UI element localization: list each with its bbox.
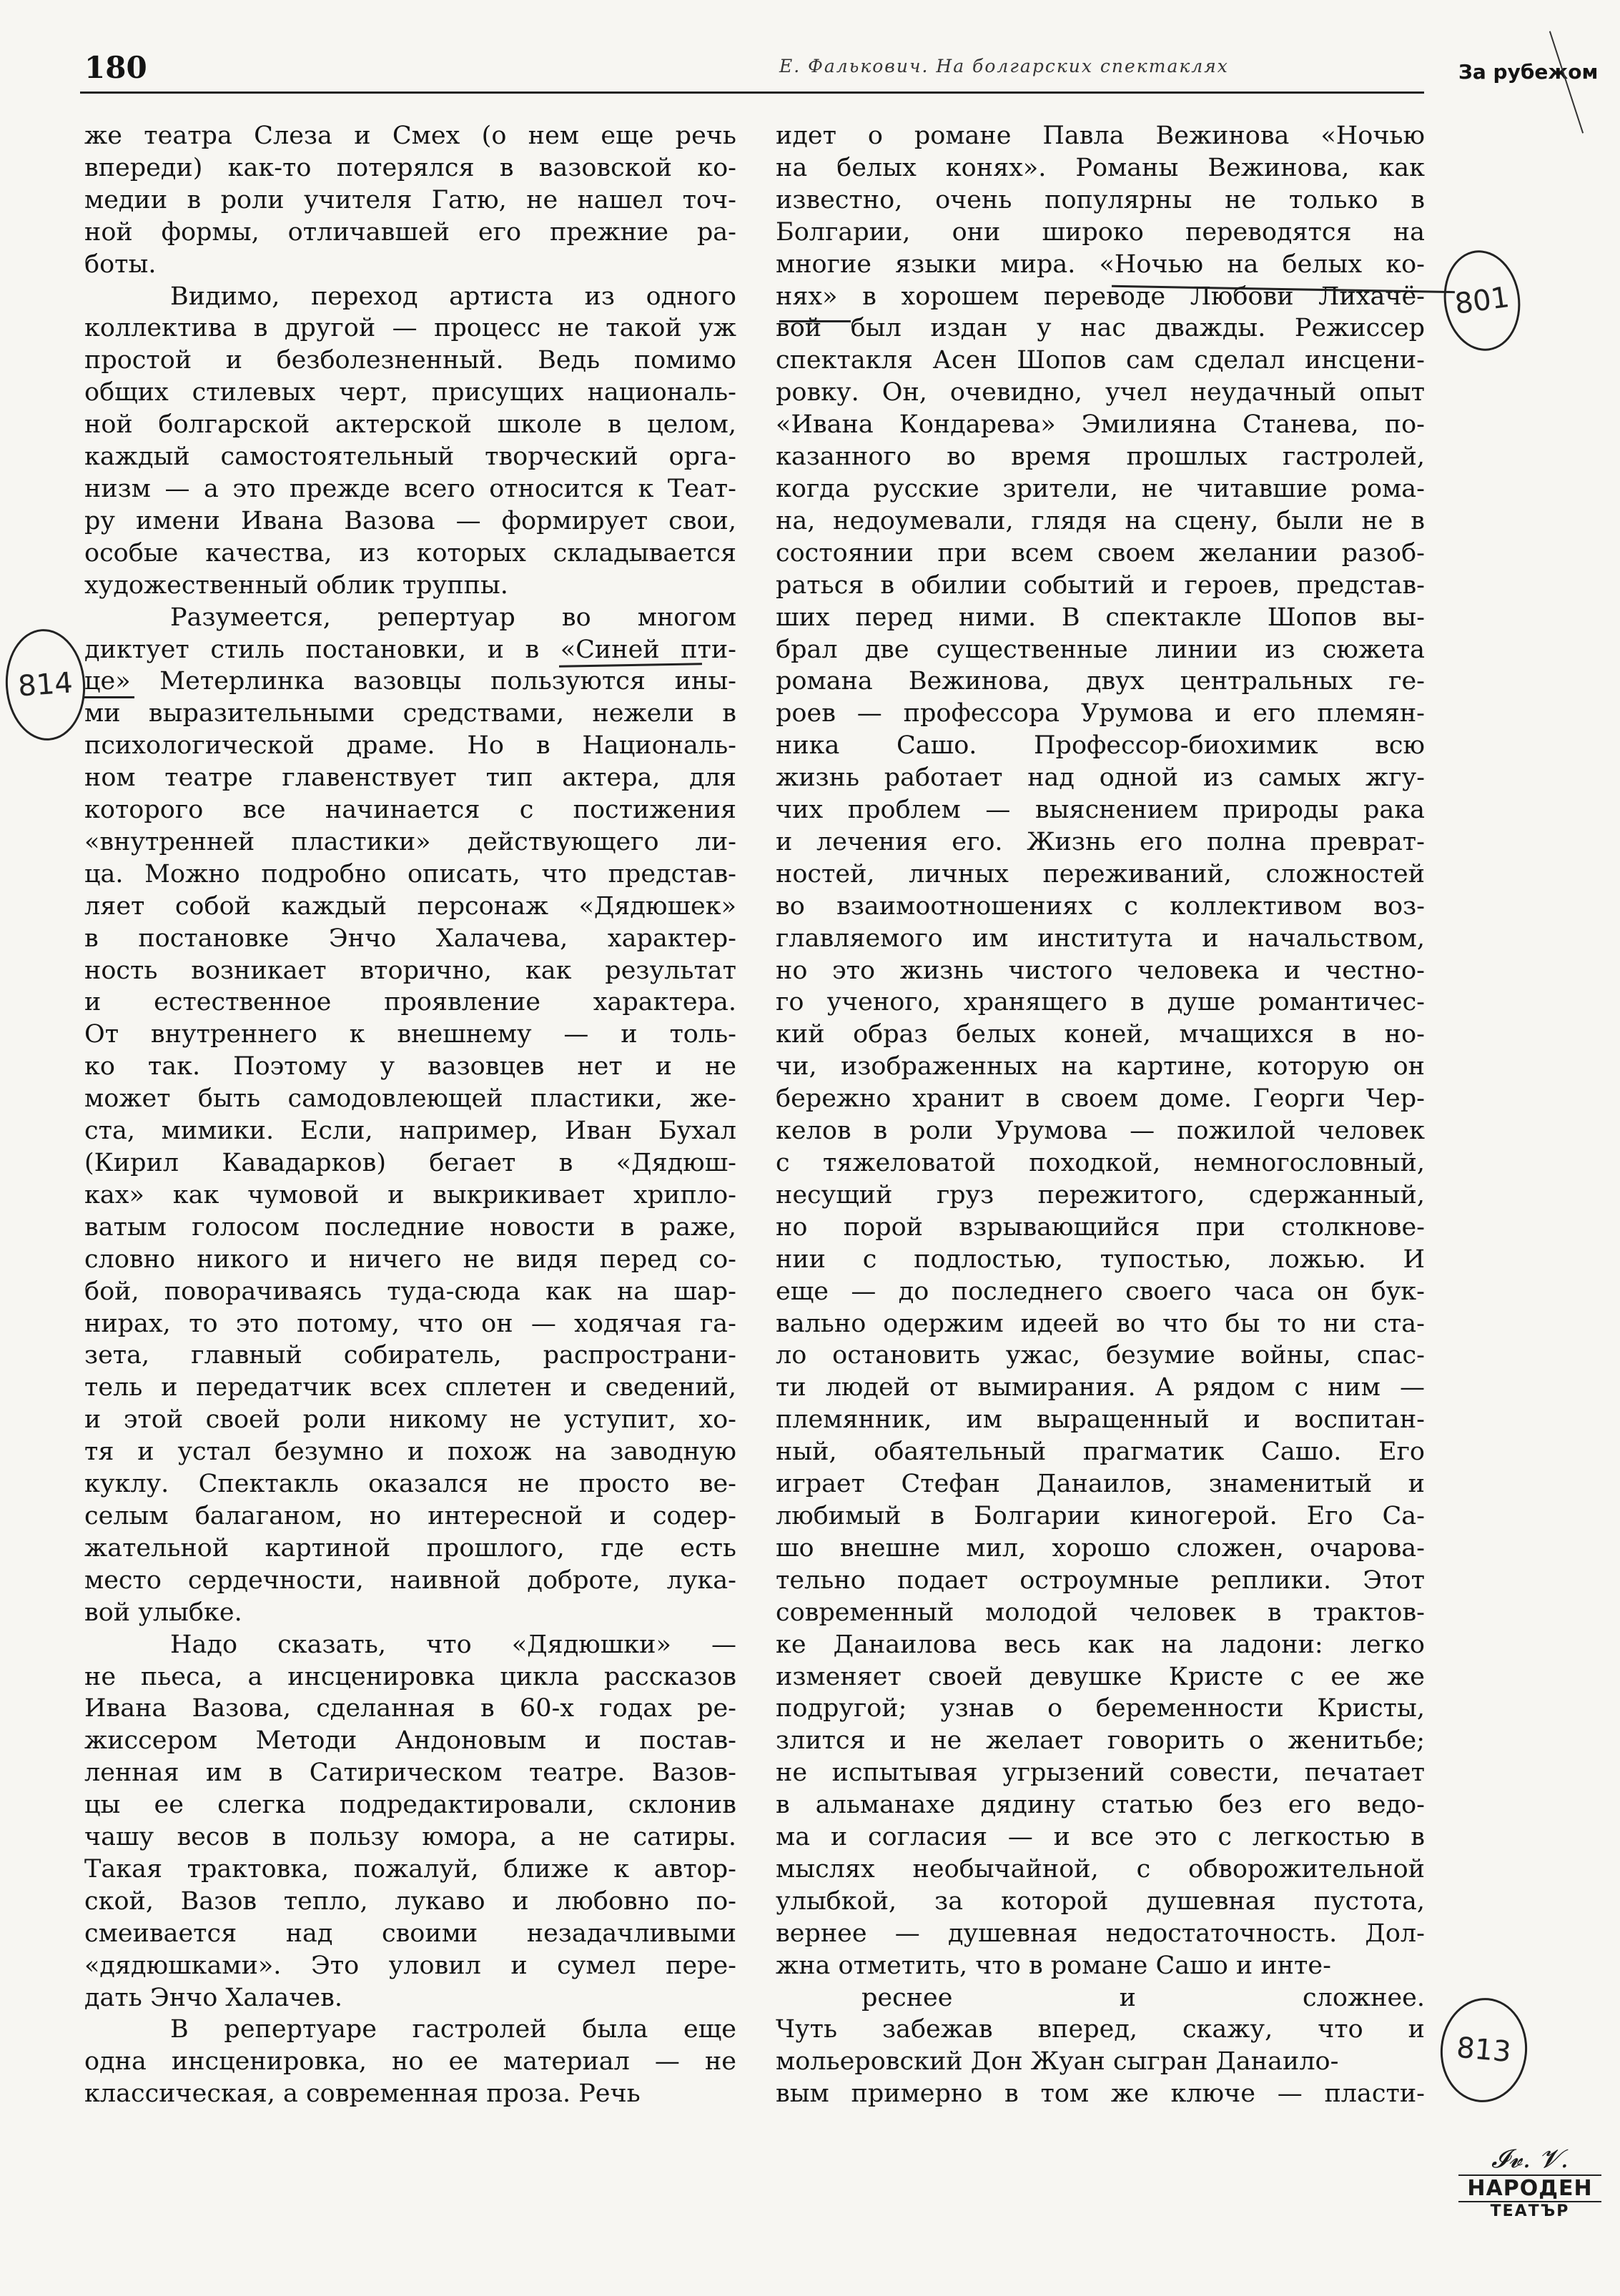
text-line: улыбкой, за которой душевная пустота, bbox=[776, 1886, 1425, 1916]
theatre-stamp-logo bbox=[1458, 2144, 1601, 2252]
text-line: романа Вежинова, двух центральных ге- bbox=[776, 667, 1425, 696]
text-line: жательной картиной прошлого, где есть bbox=[84, 1533, 736, 1563]
text-line: тельно подает остроумные реплики. Этот bbox=[776, 1565, 1425, 1595]
text-line: бой, поворачиваясь туда-сюда как на шар- bbox=[84, 1277, 736, 1306]
text-line: ма и согласия — и все это с легкостью в bbox=[776, 1823, 1425, 1852]
text-line: особые качества, из которых складывается bbox=[84, 538, 736, 568]
text-line: шо внешне мил, хорошо сложен, очарова- bbox=[776, 1533, 1425, 1563]
text-line: главляемого им института и начальством, bbox=[776, 924, 1425, 953]
text-line: «Ивана Кондарева» Эмилияна Станева, по- bbox=[776, 410, 1425, 440]
text-line: чих проблем — выяснением природы рака bbox=[776, 796, 1425, 825]
text-line: вым примерно в том же ключе — пласти- bbox=[776, 2079, 1425, 2109]
text-line: цы ее слегка подредактировали, склонив bbox=[84, 1791, 736, 1820]
text-line: жна отметить, что в романе Сашо и инте- bbox=[776, 1951, 1331, 1980]
text-line: простой и безболезненный. Ведь помимо bbox=[84, 346, 736, 375]
text-line: Видимо, переход артиста из одного bbox=[170, 282, 736, 311]
text-line: которого все начинается с постижения bbox=[84, 796, 736, 825]
text-line: впереди) как-то потерялся в вазовской ко- bbox=[84, 153, 736, 182]
handwritten-underline bbox=[84, 696, 134, 698]
text-line: изменяет своей девушке Кристе с ее же bbox=[776, 1662, 1425, 1691]
text-line: ми выразительными средствами, нежели в bbox=[84, 699, 736, 728]
text-line: ках» как чумовой и выкрикивает хрипло- bbox=[84, 1180, 736, 1209]
text-line: вально одержим идеей во что бы то ни ста- bbox=[776, 1309, 1425, 1338]
text-line: несущий груз пережитого, сдержанный, bbox=[776, 1180, 1425, 1209]
text-line: казанного во время прошлых гастролей, bbox=[776, 442, 1425, 472]
text-line: злится и не желает говорить о женитьбе; bbox=[776, 1726, 1425, 1756]
text-line: вернее — душевная недостаточность. Дол- bbox=[776, 1919, 1425, 1948]
text-line: общих стилевых черт, присущих националь- bbox=[84, 378, 736, 407]
text-line: брал две существенные линии из сюжета bbox=[776, 635, 1425, 664]
text-line: не испытывая угрызений совести, печатает bbox=[776, 1758, 1425, 1788]
handwritten-note-814 bbox=[6, 629, 85, 741]
text-line: и естественное проявление характера. bbox=[84, 988, 736, 1017]
text-line: ной болгарской актерской школе в целом, bbox=[84, 410, 736, 440]
text-line: место сердечности, наивной доброте, лука- bbox=[84, 1565, 736, 1595]
text-line: ляет собой каждый персонаж «Дядюшек» bbox=[84, 891, 736, 921]
right-column bbox=[776, 120, 1425, 2110]
text-line: и этой своей роли никому не уступит, хо- bbox=[84, 1405, 736, 1435]
handwritten-note-813 bbox=[1441, 1998, 1527, 2102]
text-line: ти людей от вымирания. А рядом с ним — bbox=[776, 1373, 1425, 1402]
text-line: словно никого и ничего не видя перед со- bbox=[84, 1245, 736, 1274]
text-line: ской, Вазов тепло, лукаво и любовно по- bbox=[84, 1886, 736, 1916]
text-line: «дядюшками». Это уловил и сумел пере- bbox=[84, 1951, 736, 1980]
text-line: ровку. Он, очевидно, учел неудачный опыт bbox=[776, 378, 1425, 407]
text-line: бережно хранит в своем доме. Георги Чер- bbox=[776, 1084, 1425, 1114]
text-line: ца. Можно подробно описать, что представ- bbox=[84, 859, 736, 889]
text-line: же театра Слеза и Смех (о нем еще речь bbox=[84, 122, 736, 150]
text-line: ный, обаятельный прагматик Сашо. Его bbox=[776, 1438, 1425, 1467]
text-line: ко так. Поэтому у вазовцев нет и не bbox=[84, 1052, 736, 1082]
text-line: Такая трактовка, пожалуй, ближе к автор- bbox=[84, 1854, 736, 1884]
text-line: в альманахе дядину статью без его ведо- bbox=[776, 1791, 1425, 1820]
note-text: 814 bbox=[16, 666, 74, 703]
text-line: жиссером Методи Андоновым и постав- bbox=[84, 1726, 736, 1756]
text-line: тя и устал безумно и похож на заводную bbox=[84, 1438, 736, 1467]
text-line: В репертуаре гастролей была еще bbox=[170, 2015, 736, 2044]
text-line: тель и передатчик всех сплетен и сведений, bbox=[84, 1373, 736, 1402]
stamp-line-1: НАРОДЕН bbox=[1458, 2174, 1601, 2202]
note-text: 801 bbox=[1452, 280, 1512, 321]
text-line: вой улыбке. bbox=[84, 1598, 242, 1627]
text-line: художественный облик труппы. bbox=[84, 570, 508, 600]
text-line: ной формы, отличавшей его прежние ра- bbox=[84, 217, 736, 247]
text-line: на, недоумевали, глядя на сцену, были не в bbox=[776, 506, 1425, 535]
text-line: еще — до последнего своего часа он бук- bbox=[776, 1277, 1425, 1306]
text-line: селым балаганом, но интересной и содер- bbox=[84, 1501, 736, 1530]
stamp-line-2: ТЕАТЪР bbox=[1490, 2202, 1570, 2220]
text-line: От внутреннего к внешнему — и толь- bbox=[84, 1020, 736, 1049]
text-line: когда русские зрители, не читавшие рома- bbox=[776, 474, 1425, 503]
text-line: низм — а это прежде всего относится к Теат- bbox=[84, 474, 736, 503]
text-line: ших перед ними. В спектакле Шопов вы- bbox=[776, 603, 1425, 632]
text-line: и лечения его. Жизнь его полна преврат- bbox=[776, 827, 1425, 856]
text-line: келов в роли Урумова — пожилой человек bbox=[776, 1117, 1425, 1146]
text-line: ность возникает вторично, как результат bbox=[84, 956, 736, 985]
text-line: каждый самостоятельный творческий орга- bbox=[84, 442, 736, 472]
text-line: це» Метерлинка вазовцы пользуются ины- bbox=[84, 667, 736, 696]
text-line: идет о романе Павла Вежинова «Ночью bbox=[776, 122, 1425, 150]
text-line: играет Стефан Данаилов, знаменитый и bbox=[776, 1470, 1425, 1499]
note-text: 813 bbox=[1455, 2031, 1513, 2069]
text-line: Чуть забежав вперед, скажу, что и bbox=[776, 2015, 1425, 2044]
text-line: жизнь работает над одной из самых жгу- bbox=[776, 763, 1425, 793]
text-line: психологической драме. Но в Националь- bbox=[84, 731, 736, 761]
text-line: ке Данаилова весь как на ладони: легко bbox=[776, 1630, 1425, 1659]
text-line: чашу весов в пользу юмора, а не сатиры. bbox=[84, 1823, 736, 1852]
text-line: роев — профессора Урумова и его племян- bbox=[776, 699, 1425, 728]
text-line: кий образ белых коней, мчащихся в но- bbox=[776, 1020, 1425, 1049]
text-line: известно, очень популярны не только в bbox=[776, 185, 1425, 214]
text-line: зета, главный собиратель, распространи- bbox=[84, 1341, 736, 1370]
text-line: в постановке Энчо Халачева, характер- bbox=[84, 924, 736, 953]
text-line: боты. bbox=[84, 249, 157, 279]
text-line: чи, изображенных на картине, которую он bbox=[776, 1052, 1425, 1082]
text-line: диктует стиль постановки, и в «Синей пти- bbox=[84, 635, 736, 664]
text-line: но это жизнь чистого человека и честно- bbox=[776, 956, 1425, 985]
stamp-signature: 𝓘𝓿. 𝓥. bbox=[1491, 2144, 1569, 2174]
text-line: не пьеса, а инсценировка цикла рассказов bbox=[84, 1662, 736, 1691]
left-column bbox=[84, 120, 736, 2110]
text-line: Ивана Вазова, сделанная в 60-х годах ре- bbox=[84, 1694, 736, 1723]
text-line: но порой взрывающийся при столкнове- bbox=[776, 1212, 1425, 1242]
text-line: многие языки мира. «Ночью на белых ко- bbox=[776, 249, 1425, 279]
text-line: может быть самодовлеющей пластики, же- bbox=[84, 1084, 736, 1114]
text-line: «внутренней пластики» действующего ли- bbox=[84, 827, 736, 856]
text-line: ватым голосом последние новости в раже, bbox=[84, 1212, 736, 1242]
page-header bbox=[0, 0, 1620, 114]
text-line: нии с подлостью, тупостью, ложью. И bbox=[776, 1245, 1425, 1274]
text-line: ном театре главенствует тип актера, для bbox=[84, 763, 736, 793]
text-line: медии в роли учителя Гатю, не нашел точ- bbox=[84, 185, 736, 214]
text-line: мольеровский Дон Жуан сыгран Данаило- bbox=[776, 2047, 1339, 2077]
text-line: коллектива в другой — процесс не такой уж bbox=[84, 314, 736, 343]
text-line: подругой; узнав о беременности Кристы, bbox=[776, 1694, 1425, 1723]
text-line: во взаимоотношениях с коллективом воз- bbox=[776, 891, 1425, 921]
text-line: ленная им в Сатирическом театре. Вазов- bbox=[84, 1758, 736, 1788]
text-line: го ученого, хранящего в душе романтичес- bbox=[776, 988, 1425, 1017]
text-line: состоянии при всем своем желании разоб- bbox=[776, 538, 1425, 568]
text-line: реснее и сложнее. bbox=[861, 1983, 1425, 2012]
text-line: на белых конях». Романы Вежинова, как bbox=[776, 153, 1425, 182]
text-line: нирах, то это потому, что он — ходячая га- bbox=[84, 1309, 736, 1338]
handwritten-note-801 bbox=[1444, 250, 1520, 351]
text-line: классическая, а современная проза. Речь bbox=[84, 2079, 641, 2109]
text-line: ника Сашо. Профессор-биохимик всю bbox=[776, 731, 1425, 761]
text-line: дать Энчо Халачев. bbox=[84, 1983, 342, 2012]
text-line: любимый в Болгарии киногерой. Его Са- bbox=[776, 1501, 1425, 1530]
text-line: Болгарии, они широко переводятся на bbox=[776, 217, 1425, 247]
text-line: смеивается над своими незадачливыми bbox=[84, 1919, 736, 1948]
text-line: раться в обилии событий и героев, представ- bbox=[776, 570, 1425, 600]
text-line: куклу. Спектакль оказался не просто ве- bbox=[84, 1470, 736, 1499]
header-rule bbox=[80, 91, 1424, 94]
text-line: с тяжеловатой походкой, немногословный, bbox=[776, 1149, 1425, 1177]
text-line: Надо сказать, что «Дядюшки» — bbox=[170, 1630, 736, 1659]
handwritten-underline bbox=[779, 320, 851, 322]
text-line: ру имени Ивана Вазова — формирует свои, bbox=[84, 506, 736, 535]
text-line: ло остановить ужас, безумие войны, спас- bbox=[776, 1341, 1425, 1370]
page-number: 180 bbox=[84, 50, 147, 85]
text-line: ностей, личных переживаний, сложностей bbox=[776, 859, 1425, 889]
text-line: современный молодой человек в трактов- bbox=[776, 1598, 1425, 1627]
text-line: племянник, им выращенный и воспитан- bbox=[776, 1405, 1425, 1435]
text-line: спектакля Асен Шопов сам сделал инсцени- bbox=[776, 346, 1425, 375]
text-line: одна инсценировка, но ее материал — не bbox=[84, 2047, 736, 2077]
running-title: Е. Фалькович. На болгарских спектаклях bbox=[779, 56, 1229, 76]
section-name: За рубежом bbox=[1458, 60, 1599, 84]
text-line: мыслях необычайной, с обворожительной bbox=[776, 1854, 1425, 1884]
text-line: нях» в хорошем переводе Любови Лихачё- bbox=[776, 282, 1425, 311]
text-line: вой был издан у нас дважды. Режиссер bbox=[776, 314, 1425, 343]
text-line: (Кирил Кавадарков) бегает в «Дядюш- bbox=[84, 1149, 736, 1177]
text-line: ста, мимики. Если, например, Иван Бухал bbox=[84, 1117, 736, 1146]
text-line: Разумеется, репертуар во многом bbox=[170, 603, 736, 632]
